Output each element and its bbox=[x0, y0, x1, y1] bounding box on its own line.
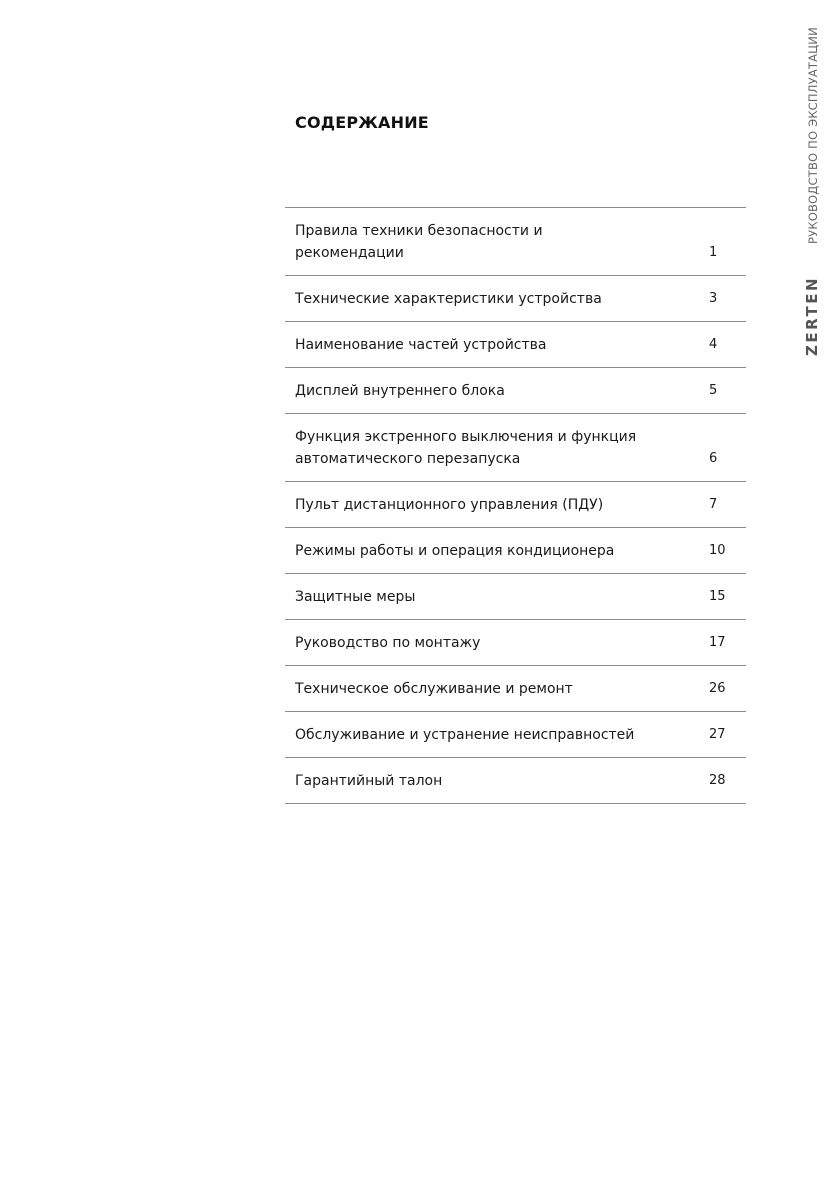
toc-page-number: 4 bbox=[709, 337, 718, 352]
toc-row[interactable] bbox=[285, 276, 746, 322]
toc-label: Защитные меры bbox=[295, 589, 416, 605]
brand-logo-text: ZERTEN bbox=[803, 275, 821, 356]
toc-label: Обслуживание и устранение неисправностей bbox=[295, 727, 635, 743]
toc-page-number: 5 bbox=[709, 383, 718, 398]
toc-label: Функция экстренного выключения и функция автоматического перезапуска bbox=[295, 429, 637, 467]
toc-page-number: 1 bbox=[709, 245, 718, 260]
toc-page-number: 7 bbox=[709, 497, 718, 512]
toc-page-number: 10 bbox=[709, 543, 726, 558]
toc-label: Технические характеристики устройства bbox=[295, 291, 602, 307]
toc-label: Правила техники безопасности и рекомендации bbox=[295, 223, 543, 261]
toc-label: Пульт дистанционного управления (ПДУ) bbox=[295, 497, 604, 513]
toc-row[interactable] bbox=[285, 666, 746, 712]
toc-page-number: 28 bbox=[709, 773, 726, 788]
toc-page-number: 3 bbox=[709, 291, 718, 306]
toc-row[interactable] bbox=[285, 620, 746, 666]
toc-row[interactable] bbox=[285, 368, 746, 414]
toc-label: Режимы работы и операция кондиционера bbox=[295, 543, 615, 559]
toc-row[interactable] bbox=[285, 208, 746, 276]
table-of-contents bbox=[285, 207, 746, 804]
toc-label: Дисплей внутреннего блока bbox=[295, 383, 505, 399]
toc-page-number: 15 bbox=[709, 589, 726, 604]
toc-row[interactable] bbox=[285, 528, 746, 574]
toc-row[interactable] bbox=[285, 414, 746, 482]
toc-label: Наименование частей устройства bbox=[295, 337, 547, 353]
toc-page-number: 27 bbox=[709, 727, 726, 742]
toc-label: Гарантийный талон bbox=[295, 773, 443, 789]
page-title: СОДЕРЖАНИЕ bbox=[295, 113, 429, 132]
toc-row[interactable] bbox=[285, 574, 746, 620]
sidebar-doc-title: РУКОВОДСТВО ПО ЭКСПЛУАТАЦИИ bbox=[806, 27, 820, 244]
toc-label: Техническое обслуживание и ремонт bbox=[295, 681, 573, 697]
toc-page-number: 6 bbox=[709, 451, 718, 466]
toc-row[interactable] bbox=[285, 482, 746, 528]
toc-row[interactable] bbox=[285, 322, 746, 368]
toc-page-number: 17 bbox=[709, 635, 726, 650]
toc-page-number: 26 bbox=[709, 681, 726, 696]
toc-row[interactable] bbox=[285, 712, 746, 758]
toc-label: Руководство по монтажу bbox=[295, 635, 481, 651]
toc-row[interactable] bbox=[285, 758, 746, 804]
